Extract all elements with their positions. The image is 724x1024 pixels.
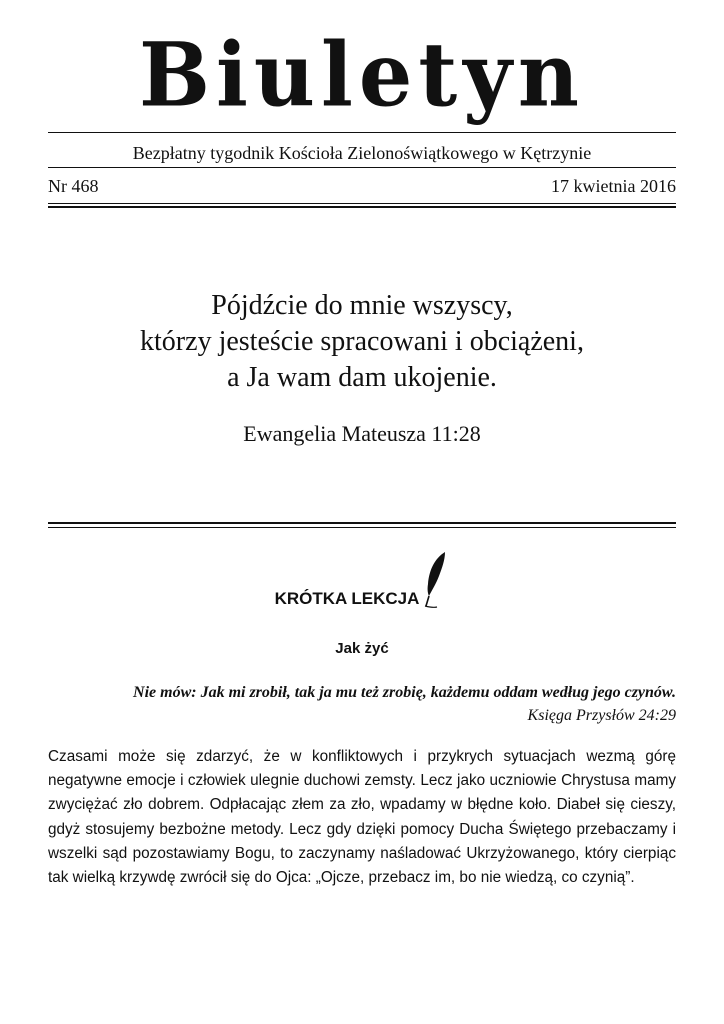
lesson-title: Jak żyć	[335, 640, 389, 657]
featured-verse	[48, 288, 676, 396]
section-header	[48, 550, 676, 610]
issue-number: Nr 468	[48, 176, 99, 196]
lesson-quote: Nie mów: Jak mi zrobił, tak ja mu też zrobię, każdemu oddam według jego czynów.	[133, 684, 676, 701]
masthead-rule-bottom-thick	[48, 206, 676, 208]
verse-reference: Ewangelia Mateusza 11:28	[243, 421, 481, 446]
section-title: KRÓTKA LEKCJA	[274, 589, 420, 608]
lesson-body: Czasami może się zdarzyć, że w konfliktowych i przykrych sytuacjach wezmą górę negatywne emocje i człowiek ulegnie duchowi zemsty. Lecz jako uczniowie Chrystusa mamy zwyciężać zło dobrem. Odpłacając złem za zło, wpadamy w błędne koło. Diabeł się cieszy, gdyż stosujemy bezbożne metody. Lecz gdy dzięki pomocy Ducha Świętego przebaczamy i wszelki sąd pozostawiamy Bogu, to zaczynamy naśladować Ukrzyżowanego, który cierpiąc tak wielką krzywdę zwrócił się do Ojca: „Ojcze, przebacz im, bo nie wiedzą, co czynią”.	[48, 748, 676, 887]
quill-icon	[421, 550, 449, 610]
masthead-subtitle: Bezpłatny tygodnik Kościoła Zielonoświątkowego w Kętrzynie	[132, 143, 592, 163]
verse-line: a Ja wam dam ukojenie.	[227, 362, 497, 393]
masthead-rule-middle	[48, 167, 676, 168]
issue-date: 17 kwietnia 2016	[551, 176, 676, 196]
verse-line: którzy jesteście spracowani i obciążeni,	[140, 326, 584, 357]
lesson-quote-reference: Księga Przysłów 24:29	[527, 707, 676, 724]
masthead-title: Biuletyn	[138, 22, 585, 127]
issue-row	[48, 176, 676, 196]
verse-line: Pójdźcie do mnie wszyscy,	[211, 290, 513, 321]
masthead-rule-top	[48, 132, 676, 133]
section-rule-thick	[48, 522, 676, 524]
section-rule-thin	[48, 527, 676, 528]
masthead-rule-bottom-thin	[48, 203, 676, 204]
